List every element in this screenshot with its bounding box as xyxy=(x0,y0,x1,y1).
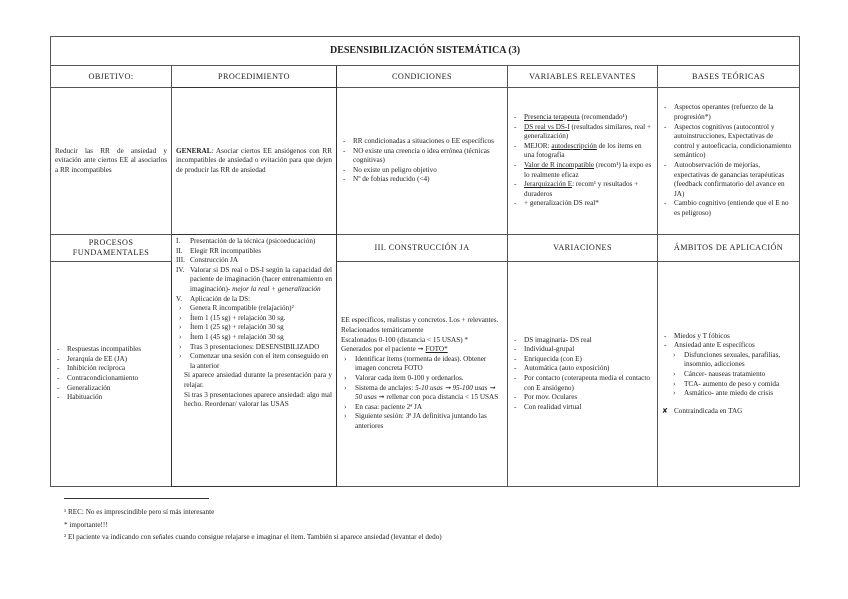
desensibilizacion-table xyxy=(50,36,800,487)
list-item: - Con realidad virtual xyxy=(512,403,653,413)
footnotes xyxy=(64,506,442,544)
list-item: › Comenzar una sesión con el ítem conseguido en la anterior xyxy=(176,352,332,371)
list-item: - Por mov. Oculares xyxy=(512,393,653,403)
header-procedimiento: PROCEDIMIENTO xyxy=(172,66,337,88)
objetivo-text: Reducir las RR de ansiedad y evitación ante ciertos EE al asociarlos a RR incompatibles xyxy=(51,88,172,235)
list-item: - + generalización DS real* xyxy=(512,199,653,209)
general-cell xyxy=(172,88,337,235)
list-item: - Jerarquización E: recom¹ y resultados + duraderos xyxy=(512,180,653,199)
footnote-3: ² El paciente va indicando con señales cuando consigue relajarse e imaginar el ítem. También si aparece ansiedad (levantar el dedo) xyxy=(64,533,442,541)
list-item: › Genera R incompatible (relajación)² xyxy=(176,304,332,314)
list-item: - Por contacto (coterapeuta media el contacto con E ansiógeno) xyxy=(512,374,653,393)
list-item: › Tras 3 presentaciones: DESENSIBILIZADO xyxy=(176,343,332,353)
list-item: - Respuestas incompatibles xyxy=(55,345,167,355)
footnote-2: * importante!!! xyxy=(64,520,108,529)
procesos-list xyxy=(55,345,167,403)
variaciones-list xyxy=(512,336,653,413)
list-item: - Inhibición recíproca xyxy=(55,364,167,374)
list-item: - Aspectos cognitivos (autocontrol y autoinstrucciones, Expectativas de control y autoeficacia, condicionamiento semántico) xyxy=(662,123,795,161)
ambitos-sublist xyxy=(662,351,795,399)
header-objetivo: OBJETIVO: xyxy=(51,66,172,88)
condiciones-list xyxy=(341,137,503,185)
list-item: › TCA- aumento de peso y comida xyxy=(670,380,795,390)
list-item: - Individual-grupal xyxy=(512,345,653,355)
list-item: - Aspectos operantes (refuerzo de la progresión*) xyxy=(662,103,795,122)
list-item: - Miedos y T fóbicos xyxy=(662,332,795,342)
ambitos-list xyxy=(662,332,795,351)
general-text: : Asociar ciertos EE ansiógenos con RR incompatibles de ansiedad o evitación para que dejen de producir las RR de ansiedad xyxy=(176,146,332,174)
steps-cell xyxy=(172,235,337,487)
header-variables: VARIABLES RELEVANTES xyxy=(508,66,658,88)
construccion-generados: Generados por el paciente ➞ FOTO* xyxy=(341,345,448,354)
general-label: GENERAL xyxy=(176,146,212,155)
variables-cell xyxy=(508,88,658,235)
variables-list xyxy=(512,113,653,209)
list-item: - Autoobservación de mejorías, expectativas de ganancias terapéuticas (feedback confirmatorio del avance en JA) xyxy=(662,161,795,199)
list-item: › En casa: paciente 2ª JA xyxy=(341,403,503,413)
list-item: › Asmático- ante miedo de crisis xyxy=(670,389,795,399)
header-condiciones: CONDICIONES xyxy=(337,66,508,88)
list-item: › Ítem 1 (45 sg) + relajación 30 sg xyxy=(176,333,332,343)
header-ambitos: ÁMBITOS DE APLICACIÓN xyxy=(658,235,800,262)
list-item: › Valorar cada ítem 0-100 y ordenarlos. xyxy=(341,374,503,384)
list-item: - DS real vs DS-I (resultados similares, real + generalización) xyxy=(512,123,653,142)
list-item: - RR condicionadas a situaciones o EE específicos xyxy=(341,137,503,147)
list-item: - Contracondicionamiento xyxy=(55,374,167,384)
footnote-1: ¹ REC: No es imprescindible pero sí más interesante xyxy=(64,508,215,516)
list-item: - NO existe una creencia o idea errónea (técnicas cognitivas) xyxy=(341,147,503,166)
list-item: - Habituación xyxy=(55,393,167,403)
list-item: › Identificar ítems (tormenta de ideas). Obtener imagen concreta FOTO xyxy=(341,355,503,374)
step-2: II. Elegir RR incompatibles xyxy=(176,246,262,255)
aplicacion-list xyxy=(176,304,332,371)
step-3: III. Construcción JA xyxy=(176,256,239,265)
steps-list xyxy=(176,237,332,304)
list-item: › Cáncer- nauseas tratamiento xyxy=(670,370,795,380)
list-item: - Ansiedad ante E específicos xyxy=(662,341,795,351)
list-item: - No existe un peligro objetivo xyxy=(341,166,503,176)
list-item: - MEJOR: autodescripción de los ítems en una fotografía xyxy=(512,142,653,161)
ambitos-cell xyxy=(658,262,800,487)
list-item: › Disfunciones sexuales, parafilias, insomnio, adicciones xyxy=(670,351,795,370)
construccion-cell xyxy=(337,262,508,487)
cross-icon: ✘ xyxy=(662,406,669,415)
header-bases: BASES TEÓRICAS xyxy=(658,66,800,88)
bases-cell xyxy=(658,88,800,235)
footnote-divider xyxy=(64,498,209,499)
page-title: DESENSIBILIZACIÓN SISTEMÁTICA (3) xyxy=(51,37,800,66)
construccion-escalonados: Escalonados 0-100 (distancia < 15 USAS) * xyxy=(341,335,469,344)
construccion-list xyxy=(341,355,503,432)
list-item: - Presencia terapeuta (recomendado¹) xyxy=(512,113,653,123)
list-item: - Nº de fobias reducido (<4) xyxy=(341,175,503,185)
list-item: - Cambio cognitivo (entiende que el E no es peligroso) xyxy=(662,199,795,218)
list-item: - Jerarquía de EE (JA) xyxy=(55,355,167,365)
header-variaciones: VARIACIONES xyxy=(508,235,658,262)
header-construccion: III. CONSTRUCCIÓN JA xyxy=(337,235,508,262)
contraindicada-note: ✘ Contraindicada en TAG xyxy=(662,406,743,415)
list-item: › Sistema de anclajes: 5-10 usas ➞ 95-100 usas ➞ 50 usas ➞ rellenar con poca distancia < 15 USAS xyxy=(341,384,503,403)
construccion-intro: EE específicos, realistas y concretos. Los + relevantes. Relacionados temáticamente xyxy=(341,316,499,335)
list-item: - Automática (auto exposición) xyxy=(512,364,653,374)
step-1: I. Presentación de la técnica (psicoeducación) xyxy=(176,237,316,245)
step-4: IV. Valorar si DS real o DS-I según la capacidad del paciente de imaginación (hacer entrenamiento en imaginación)- mejor la real + generalización xyxy=(176,265,332,293)
step-5: V. Aplicación de la DS: xyxy=(176,294,251,303)
list-item: - Valor de R incompatible (recom¹) la expo es lo realmente eficaz xyxy=(512,161,653,180)
condiciones-cell xyxy=(337,88,508,235)
list-item: › Ítem 1 (25 sg) + relajación 30 sg xyxy=(176,323,332,333)
header-procesos: PROCESOS FUNDAMENTALES xyxy=(51,235,172,262)
variaciones-cell xyxy=(508,262,658,487)
list-item: › Siguiente sesión: 3ª JA definitiva juntando las anteriores xyxy=(341,412,503,431)
list-item: - Enriquecida (con E) xyxy=(512,355,653,365)
list-item: - DS imaginaria- DS real xyxy=(512,336,653,346)
list-item: › Ítem 1 (15 sg) + relajación 30 sg. xyxy=(176,314,332,324)
step-note-1: Si aparece ansiedad durante la presentación para y relajar. xyxy=(184,371,332,389)
step-note-2: Si tras 3 presentaciones aparece ansiedad: algo mal hecho. Reordenar/ valorar las USAS xyxy=(184,390,332,409)
bases-list xyxy=(662,103,795,218)
procesos-cell xyxy=(51,262,172,487)
list-item: - Generalización xyxy=(55,384,167,394)
